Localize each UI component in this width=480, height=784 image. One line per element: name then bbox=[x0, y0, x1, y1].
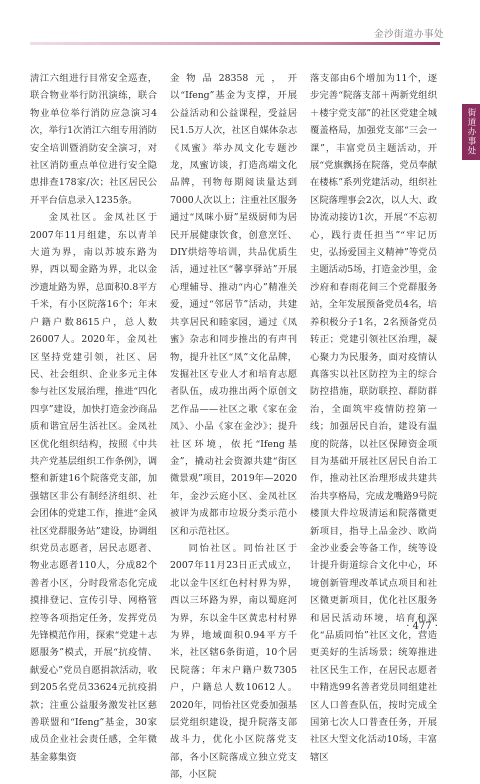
paragraph: 金物品28358元，开以“Ifeng”基金为支撑，开展公益活动和公益课程，受益居民1.5万人次，社区自媒体杂志《凤蜜》举办凤文化专题沙龙，凤蜜访谈，打造高端文化品牌，刊物每期阅读量达到7000人次以上；注重社区服务通过“凤咪小厨”星级厨师为居民开展健康饮食，创意烹饪、DIY烘焙等培训，共品优质生活，通过社区“馨享驿站”开展心理辅导、推动“内心”精准关爱，通过“邻居节”活动，共建共享居民和睦家园，通过《凤蜜》杂志和同步推出的有声刊物，提升社区“凤”文化品牌，发掘社区专业人才和培育志愿者队伍，成功推出两个原创文艺作品——社区之歌《家在金凤》、小品《家在金沙》；提升社区环境，依托“Ifeng基金”，撬动社会资源共建“街区微景观”项目，2019年—2020年，金沙云庭小区、金凤社区被评为成都市垃圾分类示范小区和示范社区。 bbox=[170, 73, 297, 537]
paragraph: 淸江六组进行目常安全巡查，联合物业举行防汛演练，联合物业单位举行消防应急演习4次，举行1次消江六组专用消防安全培训暨消防安全演习，对社区消防重点单位进行安全隐患排查178家/次；社区居民公开平台信息录入1235条。 bbox=[30, 73, 157, 206]
text-column-1 bbox=[30, 70, 157, 763]
paragraph: 落支部由6个增加为11个，逐步完善“院落支部＋两新党组织＋楼宇党支部”的社区党建全城覆盖格局，加强党支部“三会一课”，丰富党员主题活动，开展“党旗飘扬在院落，党员奉献在楼栋”系列党建活动，组织社区院落理事会2次，以人大、政协流动接访1次，开展“不忘初心，践行责任担当”“牢记历史，弘扬爱国主义精神”等党员主题活动5场，打造金沙里，金沙府和春雨花间三个党群服务站，全年发展预备党员4名，培养积极分子1名，2名预备党员转正；党建引领社区治理，凝心聚力为民服务，面对疫情认真落实以社区防控为主的综合防控措施，联防联控、群防群治，全面筑牢疫情防控第一线；加强居民自治，建设有温度的院落，以社区保障资金项目为基础开展社区居民自治工作，推动社区治理形成共建共治共享格局，完成龙嘴路9号院楼顶大件垃圾清运和院落微更新项目，指导上品金沙、欧尚金沙业委会等备工作，统等设计提升街道综合文化中心，环境创新管理改革试点项目和社区微更新项目，优化社区服务和居民活动环境，培育和深化“品质同怡”社区文化，营造更美好的生活场景；统筹推进社区民生工作，在居民志愿者中精选99名善者党员同组建社区人口普查队伍，按时完成全国第七次人口普查任务，开展社区大型文化活动10场，丰富辖区 bbox=[310, 73, 437, 763]
paragraph: 金凤社区。金凤社区于2007年11月组建，东以青羊大道为界，南以苏坡东路为界，西以蜀金路为界，北以金沙遗址路为界，总面积0.8平方千米，有小区院落16个；年末户籍户数8615户，总人数26007人。2020年，金凤社区坚持党建引领，社区、居民、社会组织、企业多元主体参与社区发展治理，推进“四化四享”建设，加快打造金沙商品质和谐宜居生活社区。金凤社区优化组织结构，按照《中共共产党基层组织工作条例》，调整和新建16个院落党支部，加强辖区非公有制经济组织、社会团体的党建工作，推进“金风社区党群服务站”建设，协调组织党员志愿者，居民志愿者、物业志愿者110人，分成82个善者小区，分时段常态化完成摸排登记、宣传引导、网格管控等各项指定任务，发挥党员先锋模范作用，探索“党建＋志愿服务”模式，开展“抗疫情、献爱心”党员自愿捐款活动，收到205名党员33624元抗疫捐款；注重公益服务激发社区慈善联盟和“Ifeng”基金，30家成员企业社会责任感，全年微基金募集资 bbox=[30, 212, 157, 763]
text-column-2 bbox=[170, 70, 297, 781]
header-gradient-bar bbox=[30, 42, 440, 45]
running-head: 金沙街道办事处 bbox=[373, 29, 444, 40]
page-number: · 477 · bbox=[406, 621, 438, 632]
section-side-tab: 街道办事处 bbox=[462, 104, 480, 160]
paragraph: 同怡社区。同怡社区于2007年11月23日正式成立，北以金牛区红色村村界为界，西以三环路为界，南以蜀庭河为界，东以金牛区黄忠村村界为界，地域面积0.94平方千米，社区辖6条街道，10个居民院落；年末户籍户数7305户，户籍总人数10612人。2020年，同怡社区党委加强基层党组织建设，提升院落支部战斗力，优化小区院落党支部，各小区院落成立独立党支部，小区院 bbox=[170, 542, 297, 781]
